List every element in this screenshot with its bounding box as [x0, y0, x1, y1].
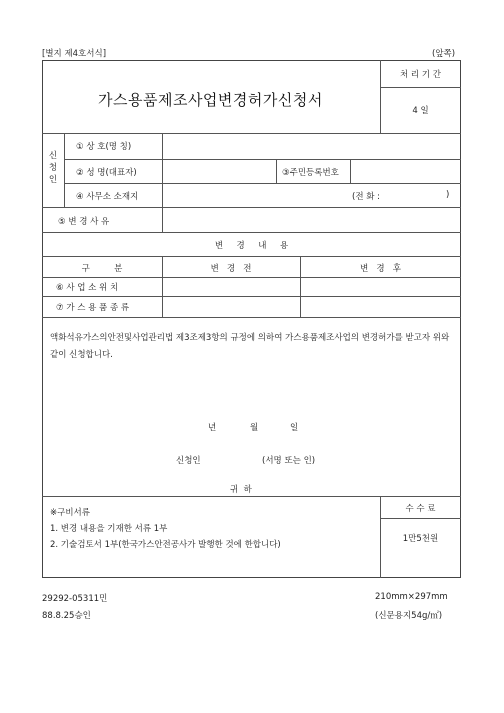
- signature-note: (서명 또는 인): [262, 456, 316, 466]
- required-documents-heading: ※구비서류: [50, 508, 90, 518]
- change-details-header: 변 경 내 용: [214, 241, 289, 251]
- recipient-label: 귀 하: [230, 485, 252, 495]
- fee-label: 수 수 료: [405, 504, 436, 514]
- column-before: 변 경 전: [210, 264, 252, 274]
- processing-period-label: 처 리 기 간: [400, 70, 441, 80]
- required-document-item: 1. 변경 내용을 기재한 서류 1부: [50, 524, 168, 534]
- resident-number-label: ③주민등록번호: [282, 168, 339, 178]
- applicant-signature-label: 신청인: [176, 456, 201, 466]
- office-address-label: ④ 사무소 소재지: [76, 192, 139, 202]
- change-reason-label: ⑤ 변 경 사 유: [58, 217, 110, 227]
- column-after: 변 경 후: [360, 264, 401, 274]
- date-year: 년: [208, 423, 217, 433]
- date-day: 일: [290, 423, 299, 433]
- required-document-item: 2. 기술검토서 1부(한국가스안전공사가 발행한 것에 한합니다): [50, 540, 281, 550]
- paper-size: 210mm×297mm: [375, 592, 448, 602]
- column-category: 구 분: [81, 264, 123, 274]
- declaration-text: 액화석유가스의안전및사업관리법 제3조제3항의 규정에 의하여 가스용품제조사업의 변경허가를 받고자 위와 같이 신청합니다.: [50, 333, 450, 360]
- form-title: 가스용품제조사업변경허가신청서: [98, 91, 323, 109]
- representative-name-label: ② 성 명(대표자): [76, 168, 137, 178]
- processing-period-value: 4 일: [412, 106, 429, 116]
- row-business-location: ⑥ 사 업 소 위 치: [56, 283, 119, 293]
- phone-close-paren: ): [446, 190, 450, 200]
- page-side-label: (앞쪽): [432, 49, 456, 59]
- form-number: [별지 제4호서식]: [42, 49, 107, 59]
- phone-label: (전 화 :: [352, 192, 381, 202]
- applicant-group-label: 신 청 인: [48, 151, 58, 185]
- paper-type: (신문용지54g/㎡): [375, 611, 443, 621]
- fee-value: 1만5천원: [402, 534, 439, 544]
- form-code: 29292-05311민: [42, 594, 108, 604]
- date-month: 월: [250, 423, 259, 433]
- application-form: [42, 60, 461, 578]
- row-gas-product-type: ⑦ 가 스 용 품 종 류: [56, 303, 130, 313]
- approval-date: 88.8.25승인: [42, 611, 91, 621]
- business-name-label: ① 상 호(명 칭): [76, 142, 132, 152]
